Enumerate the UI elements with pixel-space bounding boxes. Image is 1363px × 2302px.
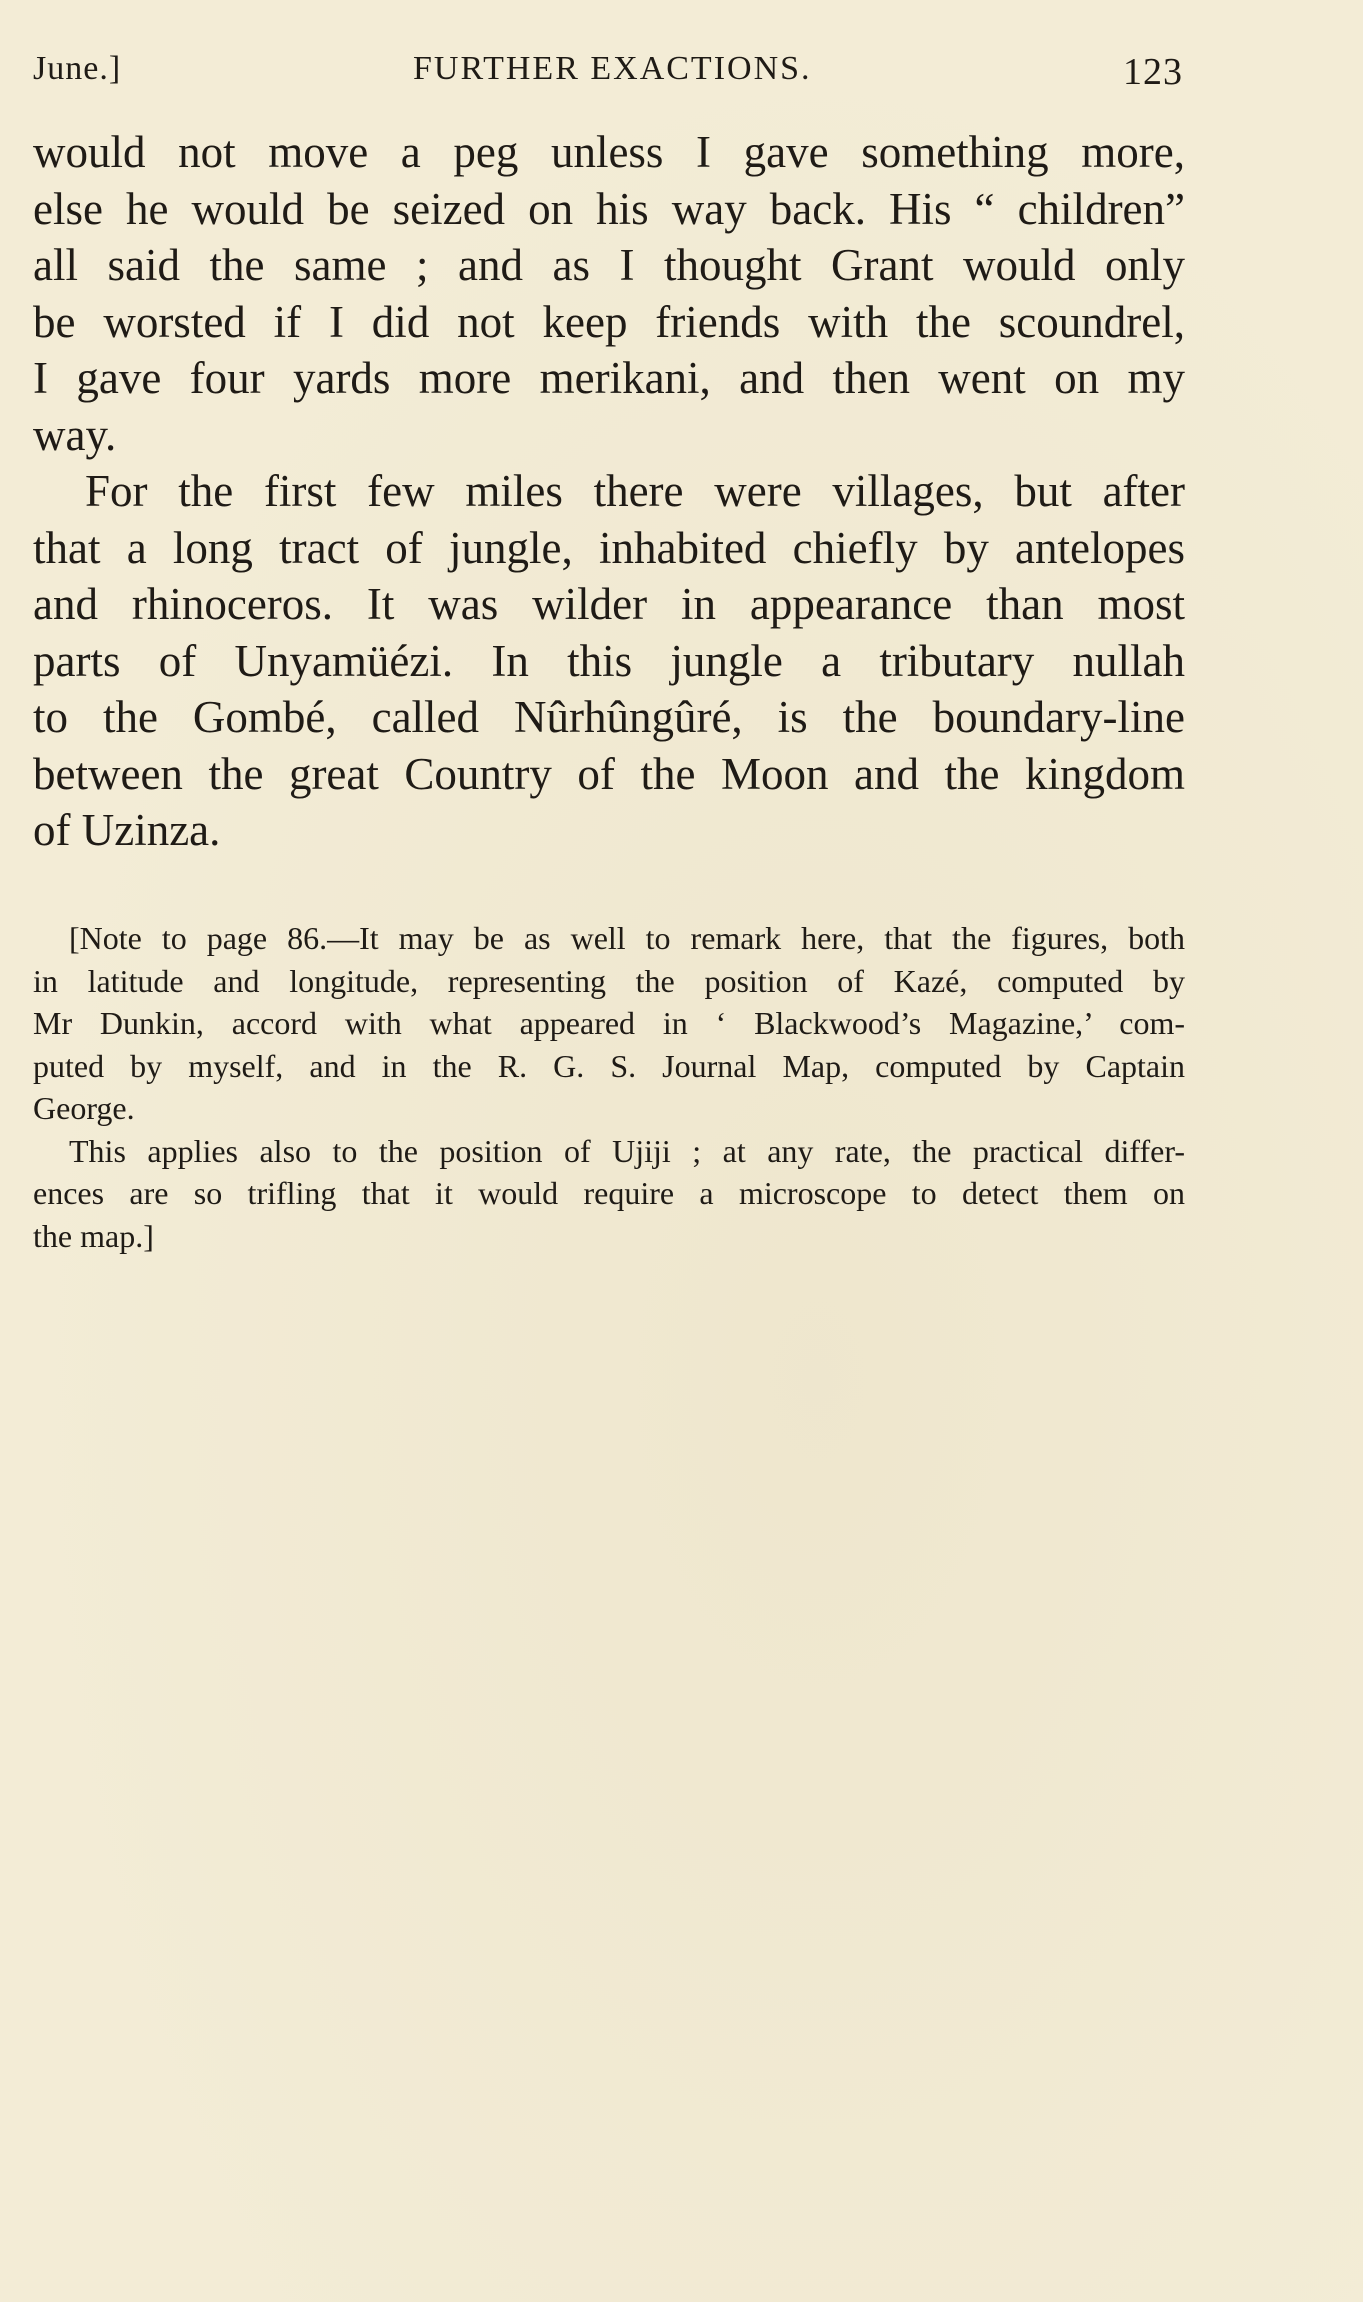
body-line: that a long tract of jungle, inhabited chiefly by antelopes <box>33 522 1185 573</box>
note-line: puted by myself, and in the R. G. S. Journal Map, computed by Captain <box>33 1047 1185 1084</box>
footnote <box>33 917 1185 1257</box>
note-line: ences are so trifling that it would require a microscope to detect them on <box>33 1175 1185 1211</box>
body-text <box>33 124 1185 859</box>
body-line: all said the same ; and as I thought Grant would only <box>33 240 1185 290</box>
body-line: between the great Country of the Moon and the kingdom <box>33 748 1185 799</box>
body-line: way. <box>33 409 117 460</box>
body-line: and rhinoceros. It was wilder in appearance than most <box>33 579 1185 629</box>
note-line: This applies also to the position of Ujiji ; at any rate, the practical differ- <box>69 1132 1185 1169</box>
note-line: the map.] <box>33 1217 154 1254</box>
note-line: Mr Dunkin, accord with what appeared in ‘ Blackwood’s Magazine,’ com- <box>33 1005 1185 1041</box>
running-head-month: June.] <box>33 50 122 87</box>
body-line: I gave four yards more merikani, and then went on my <box>33 353 1185 403</box>
note-line: George. <box>33 1090 135 1126</box>
body-line: else he would be seized on his way back. His “ children” <box>33 183 1185 234</box>
running-head <box>33 50 1183 100</box>
running-head-title: FURTHER EXACTIONS. <box>413 50 812 87</box>
body-line: be worsted if I did not keep friends with the scoundrel, <box>33 296 1185 347</box>
body-line: of Uzinza. <box>33 805 221 855</box>
page-number: 123 <box>1123 51 1183 93</box>
body-line: For the first few miles there were villages, but after <box>85 466 1185 516</box>
body-line: would not move a peg unless I gave something more, <box>33 127 1185 177</box>
note-line: [Note to page 86.—It may be as well to remark here, that the figures, both <box>69 920 1185 956</box>
body-line: to the Gombé, called Nûrhûngûré, is the boundary-line <box>33 692 1185 742</box>
note-line: in latitude and longitude, representing the position of Kazé, computed by <box>33 962 1185 999</box>
body-line: parts of Unyamüézi. In this jungle a tributary nullah <box>33 635 1185 686</box>
